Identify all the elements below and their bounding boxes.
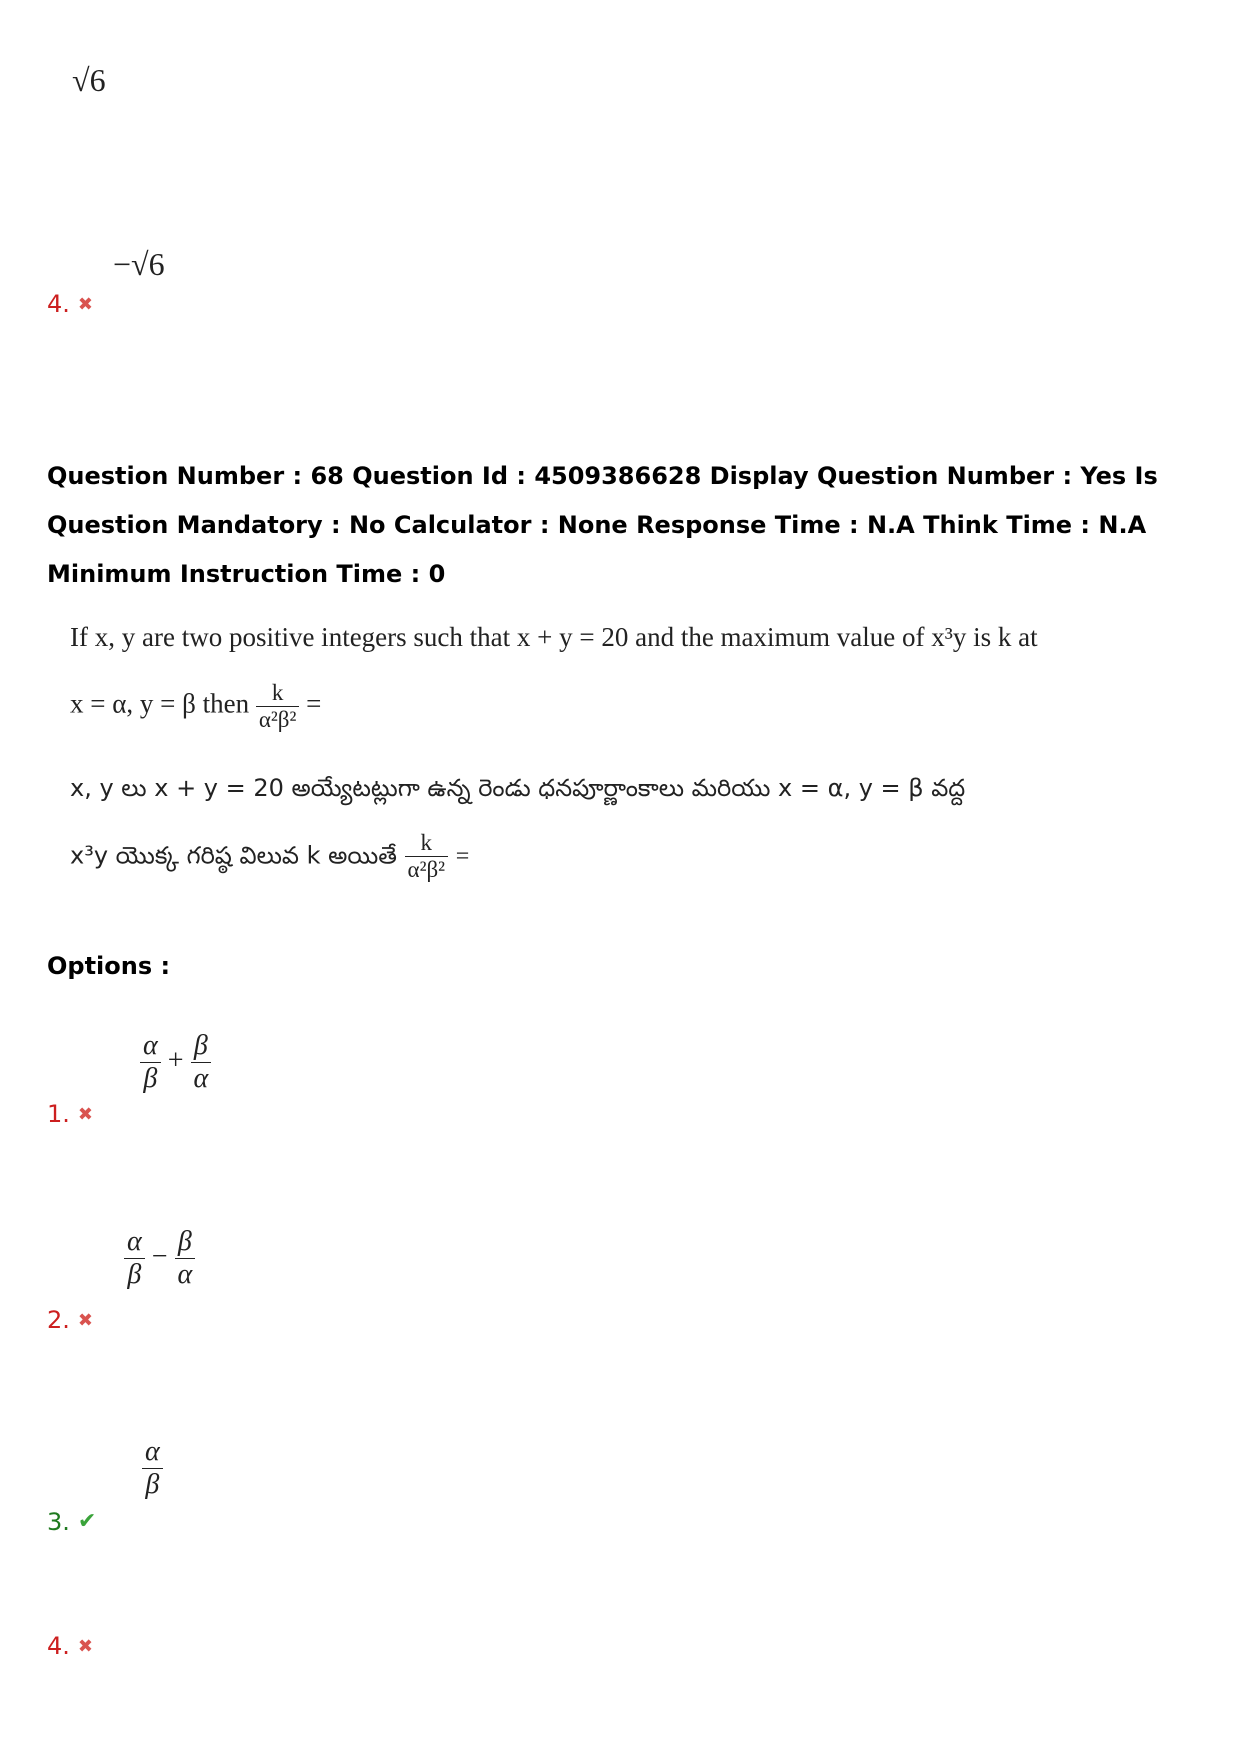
- numerator: β: [193, 1030, 208, 1061]
- option-4-row: [47, 1632, 93, 1660]
- option-1-expression: [140, 1030, 211, 1095]
- option-2-fraction-a: [124, 1226, 145, 1291]
- numerator: β: [177, 1226, 192, 1257]
- fraction-denominator: α²β²: [256, 706, 300, 733]
- prev-option-4-row: [47, 290, 93, 318]
- prev-option-3-expression: √6: [72, 62, 106, 98]
- question-te-line-2: [70, 830, 469, 883]
- operator: +: [167, 1044, 184, 1076]
- fraction-denominator: α²β²: [405, 856, 449, 883]
- numerator: α: [143, 1030, 158, 1061]
- question-en-line-2-lead: x = α, y = β then: [70, 688, 250, 719]
- question-en-line-1: If x, y are two positive integers such that x + y = 20 and the maximum value of x³y is k at: [70, 622, 1038, 652]
- option-1-fraction-a: [140, 1030, 161, 1095]
- check-icon: ✔: [77, 1509, 97, 1534]
- denominator: β: [142, 1468, 163, 1501]
- equals-sign: =: [455, 843, 470, 870]
- cross-icon: ✖: [77, 1310, 93, 1331]
- option-2-expression: [124, 1226, 195, 1291]
- option-1-row: [47, 1100, 93, 1128]
- fraction-numerator: k: [420, 830, 433, 855]
- option-3-expression: [142, 1436, 163, 1501]
- operator: −: [151, 1240, 168, 1272]
- fraction-numerator: k: [271, 680, 284, 705]
- option-number: 4.: [47, 290, 70, 318]
- cross-icon: ✖: [77, 1104, 93, 1125]
- cross-icon: ✖: [77, 294, 93, 315]
- option-number: 4.: [47, 1632, 70, 1660]
- question-te-line-1: x, y లు x + y = 20 అయ్యేటట్లుగా ఉన్న రెండు ధనపూర్ణాంకాలు మరియు x = α, y = β వద్ద: [70, 774, 966, 802]
- question-meta: Question Number : 68 Question Id : 4509386628 Display Question Number : Yes Is Question Mandatory : No Calculator : None Response Time : N.A Think Time : N.A Minimum Instruction Time : 0: [47, 462, 1158, 588]
- numerator: α: [127, 1226, 142, 1257]
- option-1-fraction-b: [191, 1030, 212, 1095]
- question-fraction-te: [405, 830, 449, 883]
- denominator: β: [140, 1062, 161, 1095]
- denominator: α: [191, 1062, 212, 1095]
- option-3-fraction: [142, 1436, 163, 1501]
- question-en-line-2: [70, 680, 321, 733]
- numerator: α: [145, 1436, 160, 1467]
- option-3-row: [47, 1508, 96, 1536]
- option-2-fraction-b: [175, 1226, 196, 1291]
- cross-icon: ✖: [77, 1636, 93, 1657]
- option-number: 2.: [47, 1306, 70, 1334]
- options-label: Options :: [47, 952, 171, 980]
- denominator: α: [175, 1258, 196, 1291]
- question-fraction: [256, 680, 300, 733]
- equals-sign: =: [306, 688, 322, 719]
- option-2-row: [47, 1306, 93, 1334]
- prev-option-4-expression: −√6: [113, 246, 165, 282]
- denominator: β: [124, 1258, 145, 1291]
- question-te-line-2-lead: x³y యొక్క గరిష్ఠ విలువ k అయితే: [70, 841, 397, 870]
- option-number: 3.: [47, 1508, 70, 1536]
- option-number: 1.: [47, 1100, 70, 1128]
